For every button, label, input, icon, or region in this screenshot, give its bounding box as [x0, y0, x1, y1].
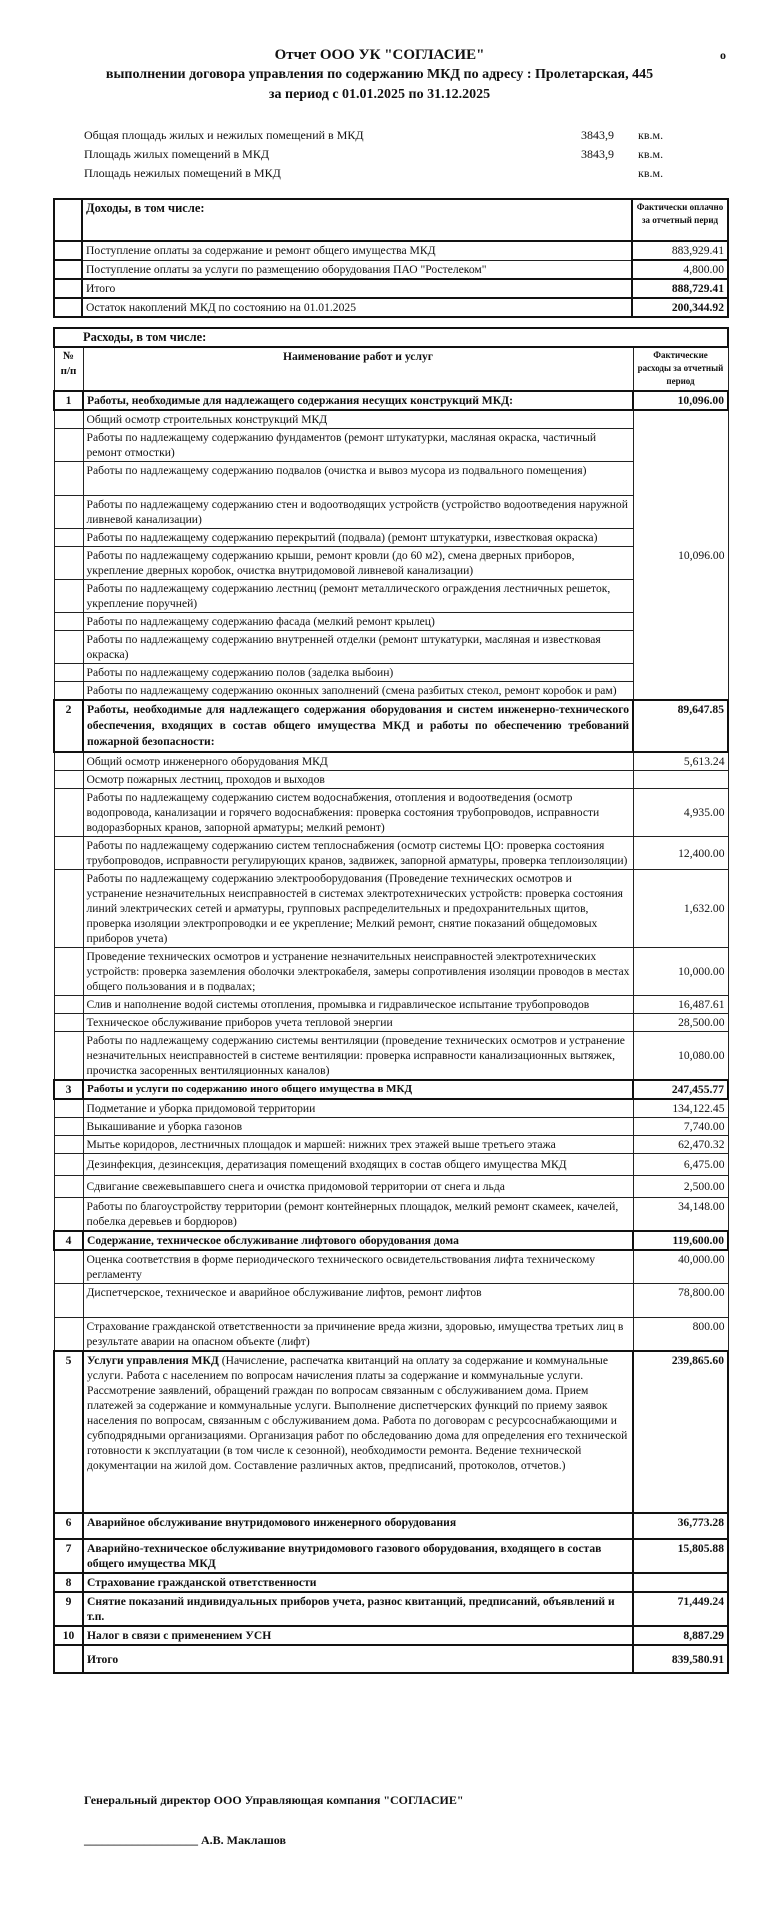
section-number: 5 [54, 1351, 83, 1513]
item-value: 134,122.45 [633, 1099, 728, 1118]
section-title: Работы и услуги по содержанию иного общего имущества в МКД [83, 1080, 633, 1099]
section-title: Работы, необходимые для надлежащего содержания оборудования и систем инженерно-технического обеспечения, входящих в состав общего имущества МКД и работы по обеспечению требований пожарной безопасности: [83, 700, 633, 752]
table-row [54, 1198, 728, 1232]
signatory-name: А.В. Маклашов [201, 1833, 286, 1847]
table-row [54, 547, 728, 580]
col-name-header: Наименование работ и услуг [83, 347, 633, 391]
item-value [633, 771, 728, 789]
table-row [54, 429, 728, 462]
item-label: Работы по надлежащему содержанию подвалов (очистка и вывоз мусора из подвального помещения) [83, 462, 633, 496]
section-value: 71,449.24 [633, 1592, 728, 1626]
table-row [54, 948, 728, 996]
item-label: Работы по надлежащему содержанию систем водоснабжения, отопления и водоотведения (осмотр водопровода, канализации и горячего водоснабжения: проверка состояния трубопроводов, исправности водоразборных кранов, запорной арматуры; мелкий ремонт) [83, 789, 633, 837]
expense-table [53, 327, 729, 1674]
area-value: 3843,9 [581, 147, 614, 161]
table-row [54, 410, 728, 429]
income-header-row [54, 199, 728, 241]
table-row [54, 996, 728, 1014]
item-label: Выкашивание и уборка газонов [83, 1118, 633, 1136]
item-value: 800.00 [633, 1318, 728, 1352]
section-value: 239,865.60 [633, 1351, 728, 1513]
item-label: Работы по надлежащему содержанию крыши, ремонт кровли (до 60 м2), смена дверных приборов, укрепление дверных коробок, очистка внутридомовой ливневой канализации) [83, 547, 633, 580]
area-label: Площадь жилых помещений в МКД [84, 147, 270, 161]
item-label: Мытье коридоров, лестничных площадок и маршей: нижних трех этажей выше третьего этажа [83, 1136, 633, 1154]
section-row [54, 1080, 728, 1099]
income-table [53, 198, 729, 318]
section-row [54, 1513, 728, 1539]
table-row [54, 752, 728, 771]
table-row [54, 1250, 728, 1284]
table-row [54, 1176, 728, 1198]
area-value: 3843,9 [581, 128, 614, 142]
income-total-label: Итого [82, 279, 632, 298]
corner-mark: о [720, 48, 726, 62]
item-label: Работы по надлежащему содержанию внутренней отделки (ремонт штукатурки, масляная и известковая окраска) [83, 631, 633, 664]
area-label: Площадь нежилых помещений в МКД [84, 166, 281, 180]
item-label: Работы по надлежащему содержанию стен и водоотводящих устройств (устройство водоотведения наружной ливневой канализации) [83, 496, 633, 529]
group-value: 10,096.00 [633, 410, 728, 700]
income-balance-row [54, 298, 728, 317]
table-row [54, 1136, 728, 1154]
item-value: 5,613.24 [633, 752, 728, 771]
table-row [54, 496, 728, 529]
section-title: Налог в связи с применением УСН [83, 1626, 633, 1645]
section-title: Услуги управления МКД [87, 1354, 219, 1367]
area-row-nonresidential [84, 164, 684, 183]
item-value: 1,632.00 [633, 870, 728, 948]
col-value-header: Фактические расходы за отчетный период [633, 347, 728, 391]
table-row [54, 1014, 728, 1032]
income-balance-label: Остаток накоплений МКД по состоянию на 01.01.2025 [82, 298, 632, 317]
item-label: Работы по надлежащему содержанию фасада (мелкий ремонт крылец) [83, 613, 633, 631]
expense-total-value: 839,580.91 [633, 1645, 728, 1673]
section-title: Содержание, техническое обслуживание лифтового оборудования дома [83, 1231, 633, 1250]
item-value: 10,000.00 [633, 948, 728, 996]
report-title: Отчет ООО УК "СОГЛАСИЕ" [274, 47, 485, 63]
item-label: Общий осмотр строительных конструкций МКД [83, 410, 633, 429]
section-value: 247,455.77 [633, 1080, 728, 1099]
table-row [54, 1099, 728, 1118]
item-label: Диспетчерское, техническое и аварийное обслуживание лифтов, ремонт лифтов [83, 1284, 633, 1318]
section-title: Работы, необходимые для надлежащего содержания несущих конструкций МКД: [83, 391, 633, 410]
item-value: 28,500.00 [633, 1014, 728, 1032]
table-row [54, 613, 728, 631]
item-label: Работы по надлежащему содержанию электрооборудования (Проведение технических осмотров и устранение незначительных неисправностей в системах электротехнических устройств: проверка состояния линий электрических сетей и арматуры, групповых распределительных и предохранительных щитов, проверка изоляции электропроводки и ее укрепление; Мелкий ремонт, снятие показаний общедомовых приборов учета) [83, 870, 633, 948]
section-number: 10 [54, 1626, 83, 1645]
table-row [54, 631, 728, 664]
item-label: Техническое обслуживание приборов учета тепловой энергии [83, 1014, 633, 1032]
section-row [54, 1626, 728, 1645]
expense-heading: Расходы, в том числе: [54, 328, 728, 347]
section-value [633, 1573, 728, 1592]
area-summary [84, 126, 684, 183]
item-label: Общий осмотр инженерного оборудования МКД [83, 752, 633, 771]
section-description: (Начисление, распечатка квитанций на оплату за содержание и коммунальные услуги. Работа с населением по вопросам начисления платы за содержание и коммунальные услуги. Рассмотрение заявлений, обращений граждан по вопросам связанным с обслуживанием дома. Прием платежей за содержание и коммунальные услуги. Выполнение диспетчерских функций по приему заявок населения по вопросам, связанным с обслуживанием дома. Работа по договорам с ресурсоснабжающими и субподрядными организациями. Организация работ по обследованию дома для определения его технической готовности к эксплуатации (в том числе к сезонной), необходимости ремонта. Ведение технической документации на жилой дом. Составление различных актов, предписаний, протоколов, отчетов.) [87, 1354, 628, 1472]
income-label: Поступление оплаты за содержание и ремонт общего имущества МКД [82, 241, 632, 260]
income-label: Поступление оплаты за услуги по размещению оборудования ПАО "Ростелеком" [82, 260, 632, 279]
item-value: 4,935.00 [633, 789, 728, 837]
table-row [54, 462, 728, 496]
item-value: 2,500.00 [633, 1176, 728, 1198]
item-value: 12,400.00 [633, 837, 728, 870]
section-row [54, 700, 728, 752]
section-value: 8,887.29 [633, 1626, 728, 1645]
item-value: 6,475.00 [633, 1154, 728, 1176]
table-row [54, 1118, 728, 1136]
item-label: Подметание и уборка придомовой территории [83, 1099, 633, 1118]
income-total-value: 888,729.41 [632, 279, 728, 298]
table-row [54, 529, 728, 547]
item-label: Сдвигание свежевыпавшего снега и очистка придомовой территории от снега и льда [83, 1176, 633, 1198]
expense-column-header-row [54, 347, 728, 391]
item-label: Работы по надлежащему содержанию фундаментов (ремонт штукатурки, масляная окраска, частичный ремонт отмостки) [83, 429, 633, 462]
area-label: Общая площадь жилых и нежилых помещений в МКД [84, 128, 364, 142]
income-col-header: Фактически оплачно за отчетный перид [632, 199, 728, 241]
item-label: Работы по надлежащему содержанию полов (заделка выбоин) [83, 664, 633, 682]
table-row [54, 870, 728, 948]
table-row [54, 580, 728, 613]
table-row [54, 1154, 728, 1176]
table-row [54, 789, 728, 837]
item-value: 62,470.32 [633, 1136, 728, 1154]
table-row [54, 1284, 728, 1318]
item-label: Работы по надлежащему содержанию лестниц (ремонт металлического ограждения лестничных решеток, укрепление поручней) [83, 580, 633, 613]
section-row [54, 1573, 728, 1592]
section-title: Снятие показаний индивидуальных приборов учета, разнос квитанций, предписаний, объявлений и т.п. [83, 1592, 633, 1626]
table-row [54, 260, 728, 279]
section-value: 36,773.28 [633, 1513, 728, 1539]
income-value: 883,929.41 [632, 241, 728, 260]
section-value: 15,805.88 [633, 1539, 728, 1573]
section-number: 9 [54, 1592, 83, 1626]
item-value: 10,080.00 [633, 1032, 728, 1081]
item-value: 78,800.00 [633, 1284, 728, 1318]
area-row-total [84, 126, 684, 145]
section-number: 3 [54, 1080, 83, 1099]
report-subtitle: выполнении договора управления по содержанию МКД по адресу : Пролетарская, 445 [105, 67, 654, 82]
section-row [54, 1231, 728, 1250]
section-number: 2 [54, 700, 83, 752]
report-period: за период с 01.01.2025 по 31.12.2025 [268, 87, 491, 102]
table-row [54, 837, 728, 870]
section-row [54, 1592, 728, 1626]
area-unit: кв.м. [638, 128, 664, 142]
table-row [54, 771, 728, 789]
signature-line: ___________________ [84, 1833, 198, 1847]
income-balance-value: 200,344.92 [632, 298, 728, 317]
table-row [54, 682, 728, 701]
item-label: Страхование гражданской ответственности за причинение вреда жизни, здоровью, имущества третьих лиц в результате аварии на опасном объекте (лифт) [83, 1318, 633, 1352]
item-label: Работы по надлежащему содержанию перекрытий (подвала) (ремонт штукатурки, известковая окраска) [83, 529, 633, 547]
section-title: Аварийно-техническое обслуживание внутридомового газового оборудования, входящего в состав общего имущества МКД [83, 1539, 633, 1573]
signatory-position: Генеральный директор ООО Управляющая компания "СОГЛАСИЕ" [84, 1793, 464, 1807]
item-label: Осмотр пожарных лестниц, проходов и выходов [83, 771, 633, 789]
section-value: 89,647.85 [633, 700, 728, 752]
section-number: 6 [54, 1513, 83, 1539]
section-number: 1 [54, 391, 83, 410]
income-value: 4,800.00 [632, 260, 728, 279]
section-title: Аварийное обслуживание внутридомового инженерного оборудования [83, 1513, 633, 1539]
item-value: 16,487.61 [633, 996, 728, 1014]
expense-heading-row [54, 328, 728, 347]
item-label: Работы по надлежащему содержанию системы вентиляции (проведение технических осмотров и устранение незначительных неисправностей в системе вентиляции: проверка исправности канализационных вытяжек, прочистка засоренных вентиляционных каналов) [83, 1032, 633, 1081]
section-number: 8 [54, 1573, 83, 1592]
col-no-header: № п/п [54, 347, 83, 391]
section-title: Страхование гражданской ответственности [83, 1573, 633, 1592]
expense-total-row [54, 1645, 728, 1673]
section-row [54, 1539, 728, 1573]
area-unit: кв.м. [638, 147, 664, 161]
item-value: 34,148.00 [633, 1198, 728, 1232]
income-total-row [54, 279, 728, 298]
section-value: 10,096.00 [633, 391, 728, 410]
item-label: Оценка соответствия в форме периодического технического освидетельствования лифта техническому регламенту [83, 1250, 633, 1284]
section-number: 4 [54, 1231, 83, 1250]
item-label: Дезинфекция, дезинсекция, дератизация помещений входящих в состав общего имущества МКД [83, 1154, 633, 1176]
item-label: Проведение технических осмотров и устранение незначительных неисправностей электротехнических устройств: проверка заземления оболочки электрокабеля, замеры сопротивления изоляции проводов в местах общего пользования и в подвалах; [83, 948, 633, 996]
section-row [54, 391, 728, 410]
expense-total-label: Итого [83, 1645, 633, 1673]
signature-block [84, 1833, 286, 1848]
area-row-residential [84, 145, 684, 164]
item-label: Работы по надлежащему содержанию систем теплоснабжения (осмотр системы ЦО: проверка состояния трубопроводов, исправности регулирующих кранов, задвижек, запорной арматуры, проверка теплоизоляции) [83, 837, 633, 870]
item-label: Работы по надлежащему содержанию оконных заполнений (смена разбитых стекол, ремонт коробок и рам) [83, 682, 633, 701]
item-value: 40,000.00 [633, 1250, 728, 1284]
item-value: 7,740.00 [633, 1118, 728, 1136]
table-row [54, 241, 728, 260]
item-label: Работы по благоустройству территории (ремонт контейнерных площадок, мелкий ремонт скамеек, качелей, побелка деревьев и бордюров) [83, 1198, 633, 1232]
income-heading: Доходы, в том числе: [82, 199, 632, 241]
table-row [54, 1032, 728, 1081]
section-row [54, 1351, 728, 1513]
section-number: 7 [54, 1539, 83, 1573]
table-row [54, 1318, 728, 1352]
report-title-block [0, 45, 759, 105]
area-unit: кв.м. [638, 166, 664, 180]
item-label: Слив и наполнение водой системы отопления, промывка и гидравлическое испытание трубопроводов [83, 996, 633, 1014]
table-row [54, 664, 728, 682]
section-value: 119,600.00 [633, 1231, 728, 1250]
section-title-cell [83, 1351, 633, 1513]
